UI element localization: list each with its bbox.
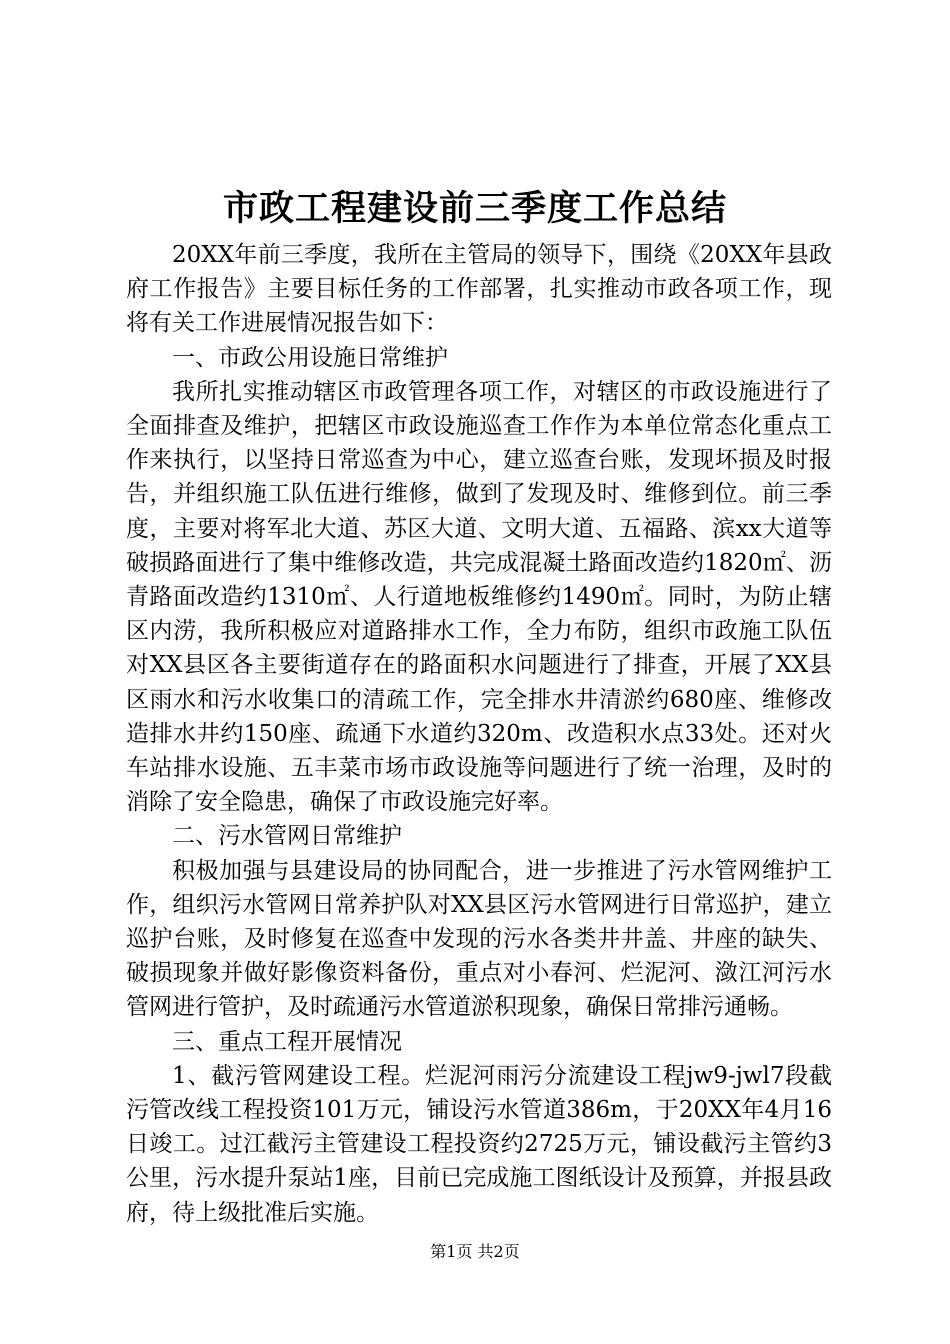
section-heading-3: 三、重点工程开展情况 bbox=[172, 1028, 402, 1055]
page-number-footer: 第1页 共2页 bbox=[430, 1242, 520, 1261]
section-heading-1: 一、市政公用设施日常维护 bbox=[172, 344, 448, 371]
section-1-paragraph: 我所扎实推动辖区市政管理各项工作，对辖区的市政设施进行了全面排查及维护，把辖区市政设施巡查工作作为本单位常态化重点工作来执行，以坚持日常巡查为中心，建立巡查台账，发现坏损及时报告，并组织施工队伍进行维修，做到了发现及时、维修到位。前三季度，主要对将军北大道、苏区大道、文明大道、五福路、滨xx大道等破损路面进行了集中维修改造，共完成混凝土路面改造约1820㎡、沥青路面改造约1310㎡、人行道地板维修约1490㎡。同时，为防止辖区内涝，我所积极应对道路排水工作，全力布防，组织市政施工队伍对XX县区各主要街道存在的路面积水问题进行了排查，开展了XX县区雨水和污水收集口的清疏工作，完全排水井清淤约680座、维修改造排水井约150座、疏通下水道约320m、改造积水点33处。还对火车站排水设施、五丰菜市场市政设施等问题进行了统一治理，及时的消除了安全隐患，确保了市政设施完好率。 bbox=[126, 378, 832, 816]
section-3-paragraph: 1、截污管网建设工程。烂泥河雨污分流建设工程jw9-jwl7段截污管改线工程投资101万元，铺设污水管道386m，于20XX年4月16日竣工。过江截污主管建设工程投资约2725万元，铺设截污主管约3公里，污水提升泵站1座，目前已完成施工图纸设计及预算，并报县政府，待上级批准后实施。 bbox=[126, 1062, 832, 1226]
intro-paragraph: 20XX年前三季度，我所在主管局的领导下，围绕《20XX年县政府工作报告》主要目标任务的工作部署，扎实推动市政各项工作，现将有关工作进展情况报告如下： bbox=[126, 242, 832, 337]
section-heading-2: 二、污水管网日常维护 bbox=[172, 823, 402, 850]
document-title: 市政工程建设前三季度工作总结 bbox=[222, 188, 727, 229]
document-body bbox=[126, 238, 832, 1230]
section-2-paragraph: 积极加强与县建设局的协同配合，进一步推进了污水管网维护工作，组织污水管网日常养护队对XX县区污水管网进行日常巡护，建立巡护台账，及时修复在巡查中发现的污水各类井井盖、井座的缺失、破损现象并做好影像资料备份，重点对小春河、烂泥河、潋江河污水管网进行管护，及时疏通污水管道淤积现象，确保日常排污通畅。 bbox=[126, 857, 832, 1021]
